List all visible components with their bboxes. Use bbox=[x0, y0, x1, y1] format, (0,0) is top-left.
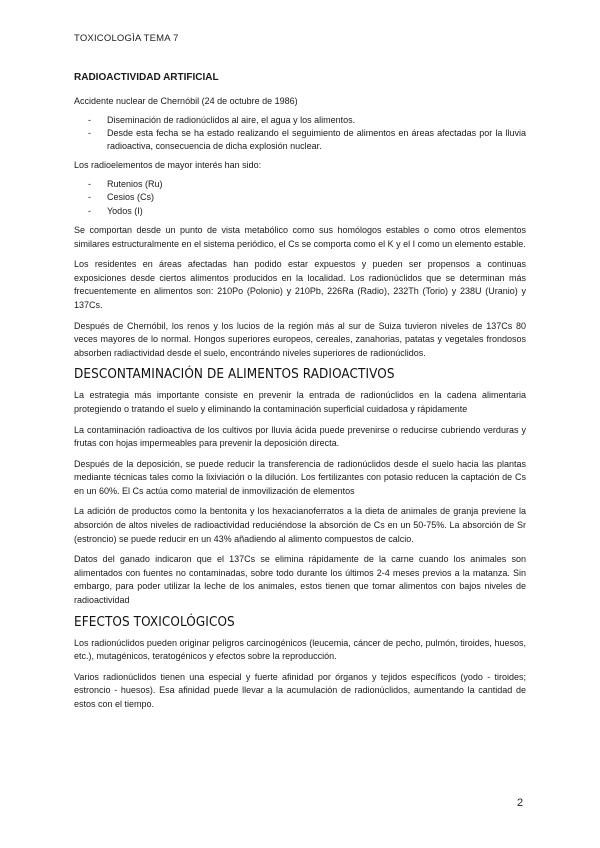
section-title-descontaminacion: DESCONTAMINACIÓN DE ALIMENTOS RADIOACTIVOS bbox=[74, 367, 395, 383]
bullet-list bbox=[74, 114, 526, 154]
page-number: 2 bbox=[517, 797, 524, 809]
bullet-marker: - bbox=[88, 114, 91, 125]
list-item: - Desde esta fecha se ha estado realizando el seguimiento de alimentos en áreas afectadas por la lluvia radioactiva, consecuencia de dicha explosión nuclear. bbox=[88, 127, 526, 152]
list-item: - Diseminación de radionúclidos al aire, el agua y los alimentos. bbox=[74, 114, 526, 127]
paragraph: La contaminación radioactiva de los cultivos por lluvia ácida puede prevenirse o reducirse cubriendo verduras y frutas con hojas impermeables para prevenir la deposición directa. bbox=[74, 424, 526, 449]
list-item: - Cesios (Cs) bbox=[74, 191, 526, 204]
paragraph: Datos del ganado indicaron que el 137Cs se elimina rápidamente de la carne cuando los animales son alimentados con fuentes no contaminadas, sobre todo durante los últimos 2-4 meses previos a la matanza. Sin embargo, para poder utilizar la leche de los animales, estos tienen que tomar alimentos con bajos niveles de radioactividad bbox=[74, 554, 526, 606]
paragraph: Varios radionúclidos tienen una especial y fuerte afinidad por órganos y tejidos específicos (yodo - tiroides; estroncio - huesos). Esa afinidad puede llevar a la acumulación de radionúclidos, aumentando la cantidad de estos con el tiempo. bbox=[74, 671, 526, 709]
section-title-efectos: EFECTOS TOXICOLÓGICOS bbox=[74, 614, 235, 630]
paragraph: Accidente nuclear de Chernóbil (24 de octubre de 1986) bbox=[74, 96, 298, 106]
bullet-marker: - bbox=[88, 192, 91, 203]
bullet-marker: - bbox=[88, 179, 91, 190]
paragraph: Los residentes en áreas afectadas han podido estar expuestos y pueden ser propensos a continuas exposiciones desde ciertos alimentos producidos en la localidad. Los radionúclidos que se determinan más frecuentemente en alimentos son: 210Po (Polonio) y 210Pb, 226Ra (Radio), 232Th (Torio) y 238U (Uranio) y 137Cs. bbox=[74, 259, 526, 310]
paragraph: La estrategia más importante consiste en prevenir la entrada de radionúclidos en la cadena alimentaria protegiendo o tratando el suelo y eliminando la contaminación superficial cuidadosa y rápidamente bbox=[74, 390, 526, 414]
page-content bbox=[74, 72, 526, 719]
element-list bbox=[74, 178, 526, 218]
paragraph: Después de la deposición, se puede reducir la transferencia de radionúclidos desde el suelo hacia las plantas mediante técnicas tales como la lixiviación o la dilución. Los fertilizantes con potasio reducen la captación de Cs en un 60%. El Cs actúa como material de inmovilización de elementos bbox=[74, 458, 526, 496]
paragraph: Los radionúclidos pueden originar peligros carcinogénicos (leucemia, cáncer de pecho, pulmón, tiroides, huesos, etc.), mutagénicos, teratogénicos y efectos sobre la reproducción. bbox=[74, 637, 526, 662]
paragraph: La adición de productos como la bentonita y los hexacianoferratos a la dieta de animales de granja previene la absorción de altos niveles de radioactividad reduciéndose la absorción de Cs en un 50-75%. La absorción de Sr (estroncio) se puede reducir en un 43% añadiendo al alimento compuestos de calcio. bbox=[74, 506, 526, 544]
paragraph: Después de Chernóbil, los renos y los lucios de la región más al sur de Suiza tuvieron niveles de 137Cs 80 veces mayores de lo normal. Hongos superiores europeos, cereales, zanahorias, patatas y vegetales frondosos absorben radiactividad desde el suelo, encontrándo niveles superiores de radionúclidos. bbox=[74, 320, 526, 358]
page-header: TOXICOLOGÌA TEMA 7 bbox=[74, 33, 179, 44]
bullet-marker: - bbox=[88, 205, 91, 216]
paragraph: Se comportan desde un punto de vista metabólico como sus homólogos estables o como otros elementos similares estructuralmente en el sistema periódico, el Cs se comporta como el K y el I como un elemento estable. bbox=[74, 224, 526, 249]
bullet-marker: - bbox=[88, 127, 91, 138]
list-item: - Rutenios (Ru) bbox=[74, 178, 526, 191]
paragraph: Los radioelementos de mayor interés han sido: bbox=[74, 160, 262, 171]
section-title-radioactividad: RADIOACTIVIDAD ARTIFICIAL bbox=[74, 72, 219, 83]
list-item: - Yodos (I) bbox=[74, 205, 526, 218]
